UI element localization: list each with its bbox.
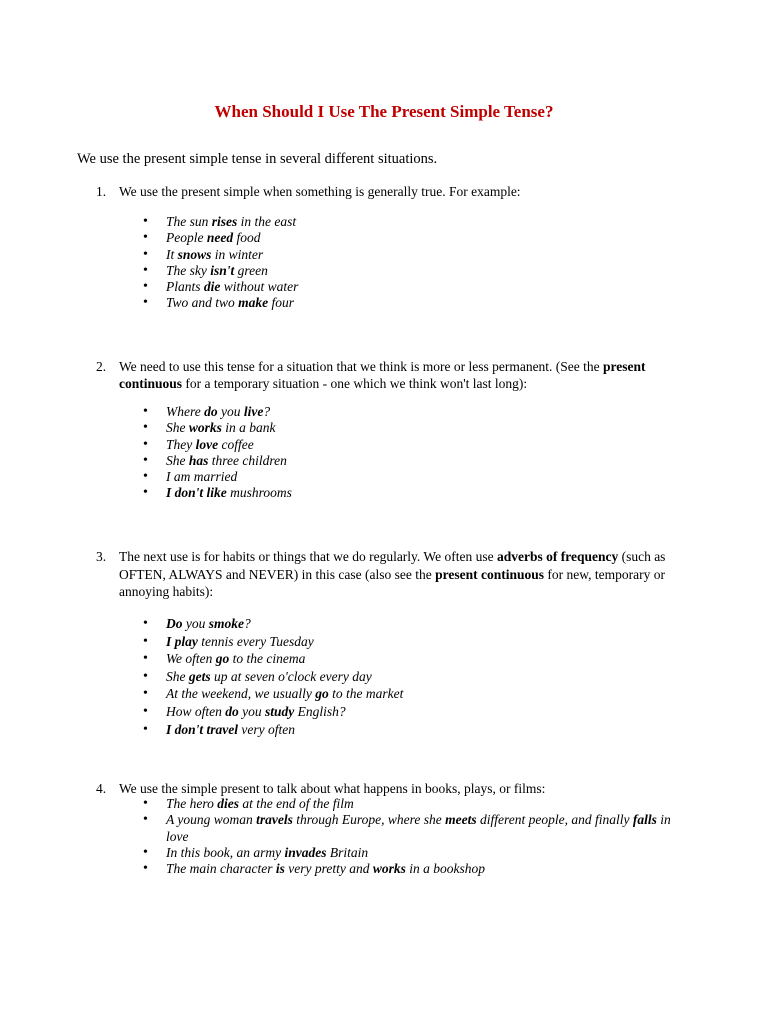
emphasized-text: meets [445,812,477,828]
emphasized-text: study [265,703,295,719]
emphasized-text: I don't travel [166,721,239,737]
text-run: through Europe, where she [292,812,446,828]
example-item [166,420,706,436]
emphasized-text: die [203,279,221,295]
emphasized-text: I play [166,633,198,649]
text-run: you [182,616,209,631]
emphasized-text: go [215,651,230,667]
example-item [166,437,706,453]
example-item [166,650,706,668]
text-run: you [238,703,265,719]
example-item [166,633,706,651]
example-item [166,668,706,686]
text-run: How often [166,703,226,719]
section-lead [119,780,704,797]
text-run: tennis every Tuesday [197,633,314,649]
example-item [166,230,706,246]
section-number: 4. [96,781,107,796]
text-run: (such as OFTEN, ALWAYS and NEVER) in this case (also see the [119,549,666,582]
text-run: Where [166,404,205,419]
example-item [166,263,706,279]
text-run: We use the present simple when something is generally true. For example: [119,184,521,199]
emphasized-text: do [204,404,218,419]
emphasized-text: I don't like [166,485,227,501]
text-run: Britain [326,844,369,860]
section-number: 1. [96,184,107,199]
text-run: They [166,436,196,452]
example-item [166,279,706,295]
text-run: green [234,262,268,278]
text-run: up at seven o'clock every day [210,668,372,684]
text-run: in the east [237,214,297,229]
example-list [166,404,706,502]
text-run: The sun [166,214,212,229]
text-run: different people, and finally [476,812,633,828]
text-run: At the weekend, we usually [166,686,316,702]
text-run: to the cinema [229,651,306,667]
text-run: We need to use this tense for a situation that we think is more or less permanent. (See the [119,359,604,374]
text-run: three children [208,452,287,468]
emphasized-text: make [238,295,269,311]
emphasized-text: has [188,452,209,468]
emphasized-text: adverbs of frequency [496,549,619,564]
section-lead [119,548,704,601]
text-run: ? [244,616,251,631]
text-run: She [166,452,189,468]
text-run: People [166,230,207,246]
example-item [166,845,691,861]
emphasized-text: snows [177,246,212,262]
example-item [166,485,706,501]
emphasized-text: love [195,436,219,452]
example-item [166,685,706,703]
text-run: English? [294,703,346,719]
example-item [166,721,706,739]
text-run: coffee [218,436,254,452]
emphasized-text: do [225,703,239,719]
text-run: to the market [328,686,404,702]
text-run: for a temporary situation - one which we think won't last long): [182,376,528,391]
text-run: It [166,246,178,262]
example-list [166,796,691,877]
text-run: Plants [166,279,204,295]
text-run: The next use is for habits or things that we do regularly. We often use [119,549,497,564]
text-run: She [166,668,189,684]
emphasized-text: falls [632,812,657,828]
text-run: very often [238,721,295,737]
text-run: The sky [166,262,211,278]
text-run: four [268,295,295,311]
text-run: We often [166,651,216,667]
emphasized-text: gets [188,668,211,684]
emphasized-text: need [206,230,234,246]
text-run: ? [263,404,271,419]
text-run: you [217,404,244,419]
text-run: in a bookshop [405,861,485,877]
intro-paragraph: We use the present simple tense in several different situations. [77,151,438,167]
text-run: for new, temporary or annoying habits): [119,566,665,599]
text-run: A young woman [166,812,257,828]
example-item [166,469,706,485]
text-run: food [233,230,261,246]
text-run: I am married [166,469,238,485]
emphasized-text: works [372,861,406,877]
text-run: in love [166,812,671,844]
example-item [166,861,691,877]
section-lead [119,358,704,392]
page-title: When Should I Use The Present Simple Tense? [214,102,554,121]
example-item [166,295,706,311]
text-run: mushrooms [226,485,292,501]
text-run: in a bank [221,420,276,436]
text-run: in winter [211,246,264,262]
section-number: 2. [96,359,107,374]
emphasized-text: smoke [208,616,244,631]
text-run: The hero [166,796,218,811]
example-list [166,214,706,312]
emphasized-text: works [188,420,222,436]
emphasized-text: present continuous [119,359,646,391]
example-item [166,615,706,633]
example-item [166,703,706,721]
text-run: at the end of the film [239,796,354,811]
example-item [166,404,706,420]
emphasized-text: isn't [210,262,235,278]
emphasized-text: present continuous [435,566,544,582]
text-run: We use the simple present to talk about what happens in books, plays, or films: [119,781,546,796]
emphasized-text: rises [211,214,238,229]
example-item [166,214,706,230]
emphasized-text: is [275,861,285,877]
example-list [166,615,706,738]
section-lead [119,183,704,200]
emphasized-text: invades [284,844,327,860]
emphasized-text: go [315,686,329,702]
emphasized-text: travels [256,812,293,828]
text-run: very pretty and [284,861,373,877]
emphasized-text: Do [166,616,183,631]
example-item [166,812,691,845]
example-item [166,247,706,263]
emphasized-text: dies [217,796,239,811]
text-run: Two and two [166,295,239,311]
text-run: In this book, an army [166,844,285,860]
text-run: She [166,420,189,436]
emphasized-text: live [243,404,264,419]
section-number: 3. [96,549,107,564]
example-item [166,796,691,812]
text-run: The main character [166,861,276,877]
example-item [166,453,706,469]
text-run: without water [220,279,299,295]
